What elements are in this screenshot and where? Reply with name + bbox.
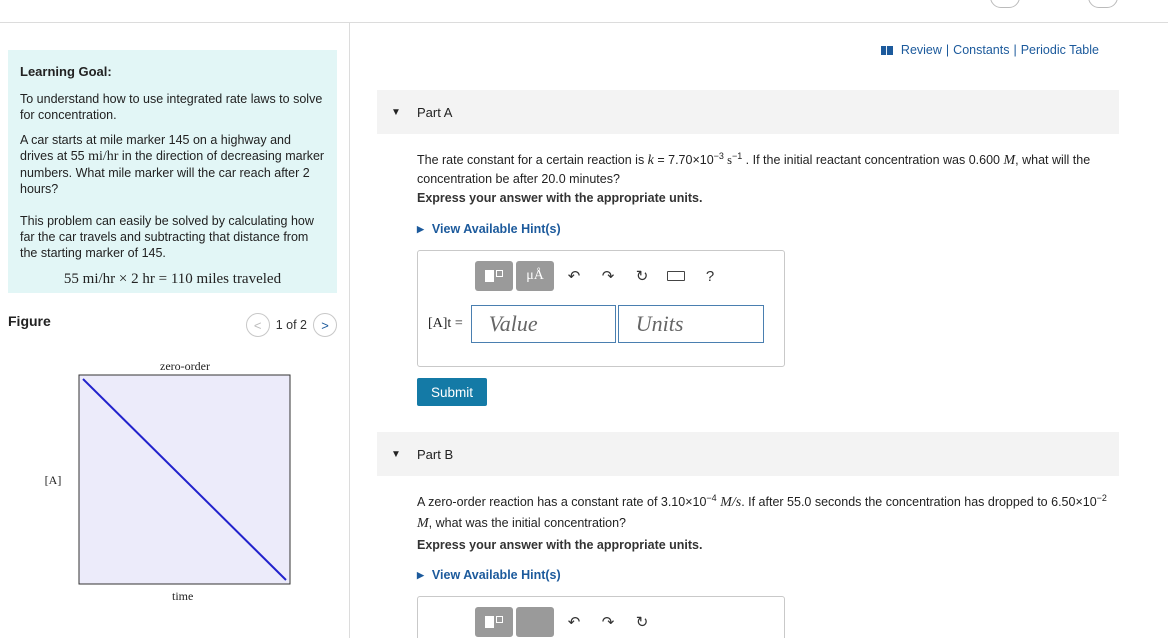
answer-entry-row xyxy=(418,301,784,347)
part-b-q-unit: M/s xyxy=(716,495,742,511)
part-a-q-unit-exp: −1 xyxy=(731,151,743,161)
templates-button-b[interactable] xyxy=(475,607,513,637)
learning-goal-box xyxy=(8,50,337,293)
review-link[interactable]: Review xyxy=(900,43,942,57)
part-a-q-m: M xyxy=(1003,153,1016,169)
reset-button[interactable] xyxy=(625,261,659,291)
left-panel xyxy=(0,23,350,638)
x-axis-label: time xyxy=(172,589,194,603)
part-a-q-pre: The rate constant for a certain reaction is xyxy=(417,153,648,168)
undo-button[interactable] xyxy=(557,261,591,291)
redo-icon: ↷ xyxy=(601,268,615,285)
undo-icon: ↶ xyxy=(567,614,581,631)
units-button-b[interactable] xyxy=(516,607,554,637)
constants-link[interactable]: Constants xyxy=(953,43,1010,57)
part-b-q-m: M xyxy=(417,516,429,532)
caret-right-icon: ▶ xyxy=(417,569,424,580)
part-a-title: Part A xyxy=(417,104,453,120)
y-axis-label: [A] xyxy=(44,473,62,487)
figure-prev-button[interactable] xyxy=(246,313,270,337)
part-b-q-pre: A zero-order reaction has a constant rate of 3.10×10 xyxy=(417,495,707,510)
reset-icon: ↻ xyxy=(635,268,649,285)
value-input[interactable]: Value xyxy=(471,305,616,343)
part-a-express: Express your answer with the appropriate units. xyxy=(417,191,703,205)
part-b-header[interactable] xyxy=(377,432,1119,476)
reset-button-b[interactable] xyxy=(625,607,659,637)
figure-page-count: 1 of 2 xyxy=(275,318,307,332)
part-a-q-k: k xyxy=(647,153,654,169)
part-a-header[interactable] xyxy=(377,90,1119,134)
caret-down-icon: ▼ xyxy=(391,106,401,118)
keyboard-icon xyxy=(667,271,685,281)
learning-goal-p3: This problem can easily be solved by calculating how far the car travels and subtracting that distance from the starting marker of 145. xyxy=(20,214,314,260)
math-toolbar-b xyxy=(418,597,784,638)
part-a-q-post: . If the initial reactant concentration was 0.600 xyxy=(742,153,1004,168)
template-icon xyxy=(485,616,503,628)
undo-icon: ↶ xyxy=(567,268,581,285)
learning-goal-p2a: A car starts at mile marker 145 on a highway and drives at 55 xyxy=(20,133,291,163)
learning-goal-p2b: in the direction of decreasing marker numbers. What mile marker will the car reach after 2 hours? xyxy=(20,149,325,196)
part-a-q-post2: , what will the concentration be after 20.0 minutes? xyxy=(417,153,1091,187)
caret-right-icon: ▶ xyxy=(417,223,424,234)
part-b-express: Express your answer with the appropriate units. xyxy=(417,538,703,552)
figure-next-button[interactable] xyxy=(313,313,337,337)
right-panel xyxy=(351,23,1168,638)
part-b-q-exp2: −2 xyxy=(1096,493,1107,503)
top-bar xyxy=(0,0,1168,23)
keyboard-button-b[interactable] xyxy=(659,607,693,637)
part-a-q-unit: s xyxy=(723,153,732,168)
periodic-table-link[interactable]: Periodic Table xyxy=(1020,43,1099,57)
part-a-submit-button[interactable]: Submit xyxy=(417,378,487,406)
figure-label: Figure xyxy=(8,313,51,329)
help-button[interactable]: ? xyxy=(705,267,715,285)
learning-goal-p2 xyxy=(20,132,325,197)
redo-button[interactable] xyxy=(591,261,625,291)
book-icon xyxy=(881,46,893,55)
help-button-b[interactable] xyxy=(693,607,727,637)
part-a-q-value: = 7.70×10 xyxy=(653,153,714,168)
figure-header xyxy=(8,313,337,337)
caret-down-icon: ▼ xyxy=(391,448,401,460)
units-button[interactable]: μÅ xyxy=(516,261,554,291)
part-b-q-mid: . If after 55.0 seconds the concentration has dropped to 6.50×10 xyxy=(741,495,1097,510)
part-b-hint-toggle[interactable] xyxy=(417,568,561,582)
part-a-question xyxy=(417,147,1117,188)
part-a-answer-box xyxy=(417,250,785,367)
redo-button-b[interactable] xyxy=(591,607,625,637)
units-input[interactable]: Units xyxy=(618,305,764,343)
zero-order-plot xyxy=(20,358,320,598)
learning-goal-title: Learning Goal: xyxy=(20,64,112,79)
resource-links: Review | Constants | Periodic Table xyxy=(881,43,1099,57)
math-toolbar xyxy=(418,251,784,301)
reset-icon: ↻ xyxy=(635,614,649,631)
undo-button-b[interactable] xyxy=(557,607,591,637)
keyboard-button[interactable] xyxy=(659,261,693,291)
learning-goal-formula: 55 mi/hr × 2 hr = 110 miles traveled xyxy=(63,271,282,287)
learning-goal-unit: mi/hr xyxy=(88,149,119,164)
part-a-q-exp: −3 xyxy=(713,151,724,161)
part-a-hint-label: View Available Hint(s) xyxy=(431,222,561,236)
part-b-hint-label: View Available Hint(s) xyxy=(431,568,561,582)
learning-goal-p1: To understand how to use integrated rate laws to solve for concentration. xyxy=(20,92,323,122)
templates-button[interactable] xyxy=(475,261,513,291)
next-question-button[interactable] xyxy=(1088,0,1118,8)
part-b-q-exp: −4 xyxy=(706,493,717,503)
part-b-answer-box xyxy=(417,596,785,638)
chevron-left-icon: < xyxy=(253,317,262,333)
template-icon xyxy=(485,270,503,282)
prev-question-button[interactable] xyxy=(990,0,1020,8)
answer-label: [A]t = xyxy=(428,316,463,331)
chevron-right-icon: > xyxy=(321,317,329,333)
redo-icon: ↷ xyxy=(601,614,615,631)
figure-pager xyxy=(246,313,337,337)
part-b-q-post: , what was the initial concentration? xyxy=(428,516,627,531)
part-a-hint-toggle[interactable] xyxy=(417,222,561,236)
part-b-title: Part B xyxy=(417,446,454,462)
part-b-question xyxy=(417,488,1117,534)
plot-title: zero-order xyxy=(160,359,210,373)
